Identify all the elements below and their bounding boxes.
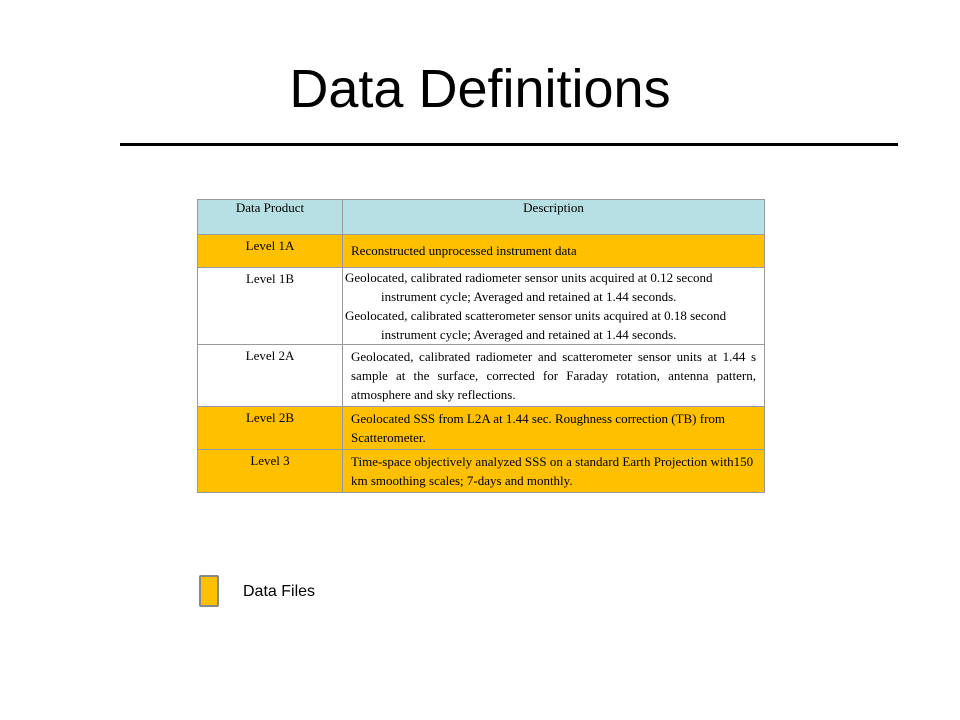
table-row-level-2b	[198, 407, 765, 450]
data-definitions-table	[197, 199, 765, 493]
table-row-level-1a	[198, 235, 765, 268]
title-divider	[120, 143, 898, 146]
product-cell: Level 1B	[198, 268, 343, 345]
table-row-level-3	[198, 450, 765, 493]
header-description: Description	[343, 200, 765, 235]
table-header-row	[198, 200, 765, 235]
legend-label: Data Files	[243, 583, 316, 600]
product-cell: Level 1A	[198, 235, 343, 268]
orange-box-icon	[199, 575, 219, 607]
table-row-level-1b	[198, 268, 765, 345]
description-paragraph: Geolocated, calibrated scatterometer sensor units acquired at 0.18 second instrument cycle; Averaged and retained at 1.44 seconds.	[345, 308, 727, 342]
page-title: Data Definitions	[289, 59, 671, 119]
table-row-level-2a	[198, 345, 765, 407]
header-data-product: Data Product	[198, 200, 343, 235]
description-cell: Geolocated, calibrated radiometer and scatterometer sensor units at 1.44 s sample at the surface, corrected for Faraday rotation, antenna pattern, atmosphere and sky reflections.	[343, 345, 765, 407]
description-cell: Reconstructed unprocessed instrument data	[343, 235, 765, 268]
description-cell: Geolocated SSS from L2A at 1.44 sec. Roughness correction (TB) from Scatterometer.	[343, 407, 765, 450]
description-cell	[343, 268, 765, 345]
description-paragraph: Geolocated, calibrated radiometer sensor units acquired at 0.12 second instrument cycle; Averaged and retained at 1.44 seconds.	[345, 270, 713, 304]
product-cell: Level 2B	[198, 407, 343, 450]
product-cell: Level 3	[198, 450, 343, 493]
description-cell: Time-space objectively analyzed SSS on a standard Earth Projection with150 km smoothing scales; 7-days and monthly.	[343, 450, 765, 493]
product-cell: Level 2A	[198, 345, 343, 407]
